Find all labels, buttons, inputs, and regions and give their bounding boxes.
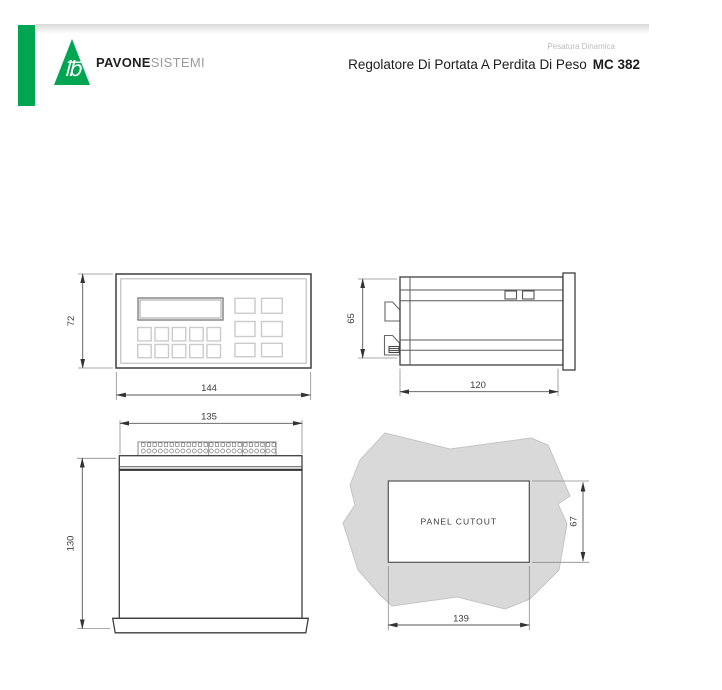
front-width-dimension [116,372,310,400]
header-top-shade [35,24,649,34]
brand-accent-bar [18,25,35,106]
mounting-clip-top [385,302,400,321]
page-title-text: Regolatore Di Portata A Perdita Di Peso [348,57,587,72]
brand-name [96,55,205,70]
rear-bottom-bezel [113,618,309,633]
brand-triangle-icon [53,38,91,86]
side-width-dimension [400,369,558,397]
side-view-drawing [346,273,575,396]
brand-name-bold: PAVONE [96,54,151,70]
front-width-label: 144 [201,383,217,394]
model-number: MC 382 [592,57,640,72]
tagline: Pesatura Dinamica [547,42,615,51]
terminal-strip [138,442,276,456]
front-display [138,298,223,320]
side-width-label: 120 [470,380,486,391]
cutout-width-label: 139 [453,613,469,625]
front-view-drawing [66,274,311,400]
cutout-height-label: 67 [568,516,580,527]
rear-height-dimension [66,458,117,628]
panel-cutout-drawing [343,433,589,631]
side-height-label: 65 [346,313,357,324]
rear-width-label: 135 [201,411,217,423]
brand-logo [53,38,205,86]
clip-screw [389,347,399,353]
brand-name-light: SISTEMI [150,54,205,70]
side-front-bezel [563,273,575,370]
rear-view-drawing [66,412,309,633]
drawings-canvas [0,250,722,690]
page-title [348,57,640,72]
front-height-label: 72 [66,315,77,327]
rear-height-label: 130 [65,535,77,552]
brand-monogram: ℔ [64,57,82,81]
front-height-dimension [66,274,113,368]
panel-cutout-label: PANEL CUTOUT [420,516,498,527]
